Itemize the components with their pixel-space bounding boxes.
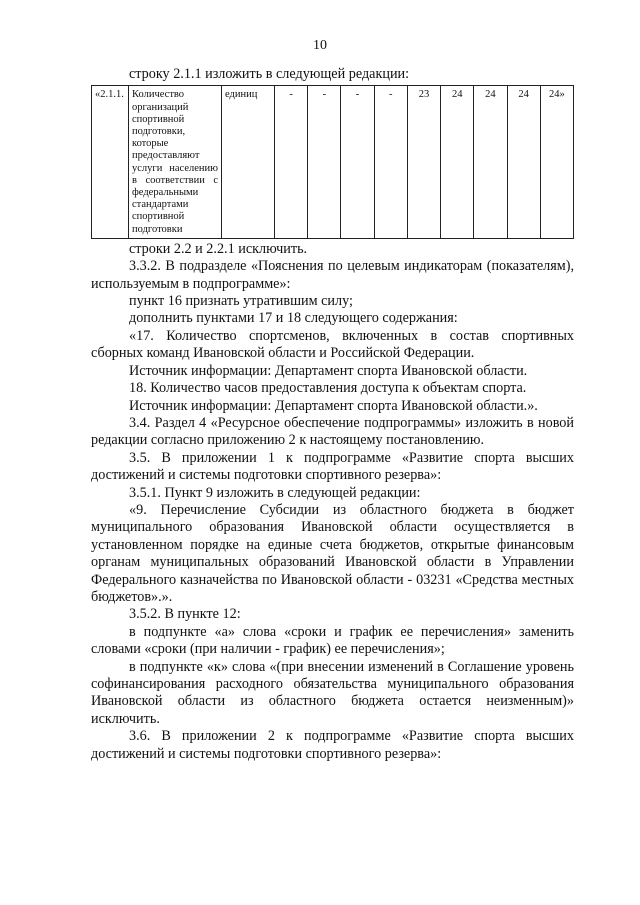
- paragraph: Источник информации: Департамент спорта Ивановской области.: [129, 362, 528, 379]
- paragraph: 3.4. Раздел 4 «Ресурсное обеспечение подпрограммы» изложить в новой редакции согласно приложению 2 к настоящему постановлению.: [91, 414, 574, 449]
- row-value-cell: 24: [441, 86, 474, 238]
- row-number-cell: «2.1.1.: [92, 86, 129, 238]
- paragraph: в подпункте «к» слова «(при внесении изменений в Соглашение уровень софинансирования расходного обязательства муниципального образования Ивановской области из областного бюджета остается неизменным)» исключить.: [91, 658, 574, 727]
- intro-line: строку 2.1.1 изложить в следующей редакции:: [129, 66, 410, 82]
- row-value-cell: 24»: [540, 86, 573, 238]
- row-value-cell: 24: [474, 86, 507, 238]
- row-value-cell: -: [308, 86, 341, 238]
- paragraph: 3.5.2. В пункте 12:: [129, 606, 241, 623]
- paragraph: строки 2.2 и 2.2.1 исключить.: [129, 240, 308, 257]
- paragraph: 3.3.2. В подразделе «Пояснения по целевым индикаторам (показателям), используемым в подпрограмме»:: [91, 258, 574, 292]
- paragraph: Источник информации: Департамент спорта Ивановской области.».: [129, 397, 538, 414]
- row-unit-cell: единиц: [222, 86, 275, 238]
- paragraph: в подпункте «а» слова «сроки и график ее перечисления» заменить словами «сроки (при наличии - график) ее перечисления»;: [91, 623, 574, 658]
- paragraph: 18. Количество часов предоставления доступа к объектам спорта.: [129, 380, 527, 397]
- paragraph: 3.6. В приложении 2 к подпрограмме «Развитие спорта высших достижений и системы подготовки спортивного резерва»:: [91, 728, 574, 762]
- row-name-cell: Количество организаций спортивной подготовки, которые предоставляют услуги населению в соответствии с федеральными стандартами спортивной подготовки: [129, 86, 222, 238]
- row-value-cell: -: [341, 86, 374, 238]
- paragraph: «9. Перечисление Субсидии из областного бюджета в бюджет муниципального образования Ивановской области осуществляется в установленном порядке на единые счета бюджетов, открытые финансовым органам муниципальных образований Ивановской области в Управлении Федерального казначейства по Ивановской области - 03231 «Средства местных бюджетов».».: [91, 501, 574, 605]
- paragraph: 3.5.1. Пункт 9 изложить в следующей редакции:: [129, 484, 421, 501]
- document-body: [91, 66, 574, 763]
- page-number: 10: [313, 38, 327, 53]
- row-value-cell: 24: [507, 86, 540, 238]
- paragraph: 3.5. В приложении 1 к подпрограмме «Развитие спорта высших достижений и системы подготовки спортивного резерва»:: [91, 449, 574, 484]
- table-row: [92, 86, 574, 238]
- indicator-table: [91, 85, 574, 238]
- paragraph: «17. Количество спортсменов, включенных в состав спортивных сборных команд Ивановской области и Российской Федерации.: [91, 327, 574, 362]
- paragraph: пункт 16 признать утратившим силу;: [129, 293, 353, 310]
- row-value-cell: -: [374, 86, 407, 238]
- row-value-cell: -: [275, 86, 308, 238]
- paragraph: дополнить пунктами 17 и 18 следующего содержания:: [129, 310, 458, 327]
- row-value-cell: 23: [407, 86, 440, 238]
